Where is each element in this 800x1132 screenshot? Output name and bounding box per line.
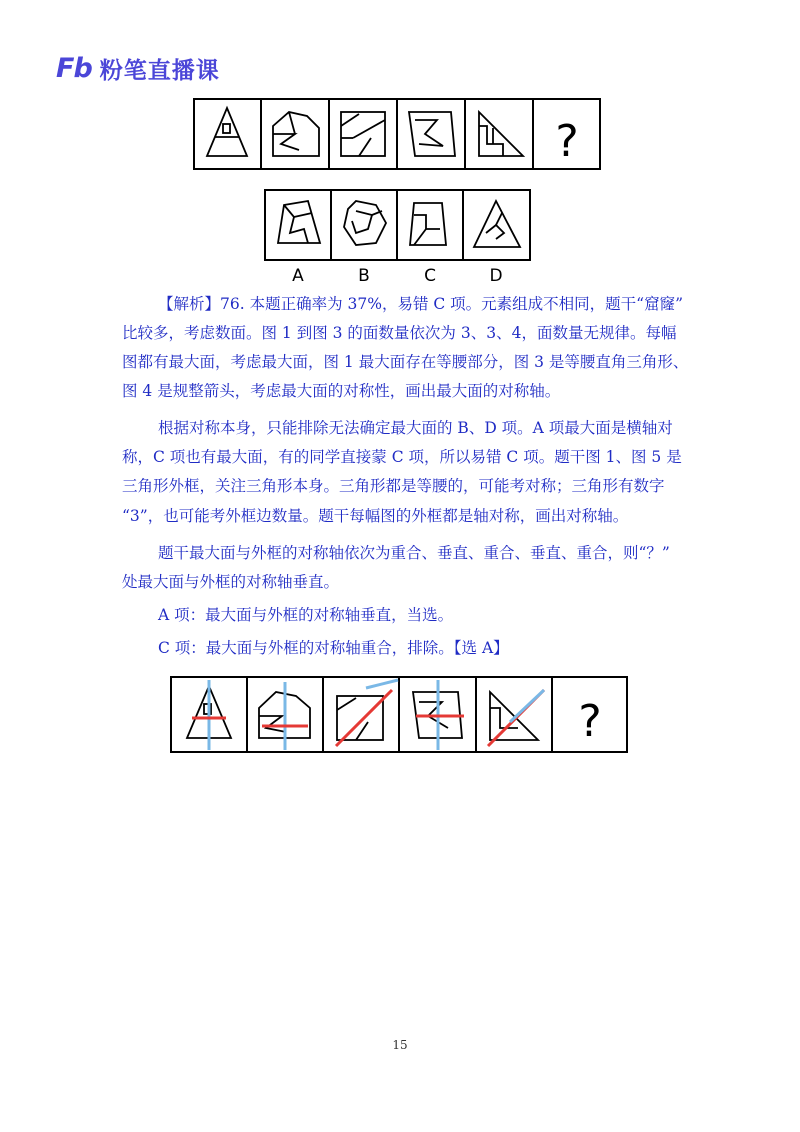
analysis-line: 【解析】76. 本题正确率为 37%，易错 C 项。元素组成不相同，题干“窟窿” bbox=[158, 295, 684, 313]
annotated-figure-5 bbox=[488, 690, 544, 746]
analysis-line: 图 4 是规整箭头，考虑最大面的对称性，画出最大面的对称轴。 bbox=[122, 382, 561, 400]
option-figure-d bbox=[474, 201, 520, 247]
option-figure-a bbox=[278, 201, 320, 243]
option-figure-c bbox=[410, 203, 446, 245]
brand-logo bbox=[56, 51, 220, 85]
question-figure-3 bbox=[341, 112, 385, 156]
logo-text: 粉笔直播课 bbox=[99, 57, 220, 84]
page-number: 15 bbox=[392, 1038, 408, 1052]
option-label-b: B bbox=[358, 266, 370, 286]
question-mark: ? bbox=[555, 116, 579, 167]
question-figure-1 bbox=[207, 108, 247, 156]
options-figure-row bbox=[264, 189, 531, 286]
analysis-line: 题干最大面与外框的对称轴依次为重合、垂直、重合、垂直、重合，则“？” bbox=[158, 544, 670, 562]
analysis-line: 三角形外框，关注三角形本身。三角形都是等腰的，可能考对称；三角形有数字 bbox=[122, 477, 665, 495]
analysis-line: 根据对称本身，只能排除无法确定最大面的 B、D 项。A 项最大面是横轴对 bbox=[158, 419, 673, 437]
annotated-figure-2 bbox=[259, 682, 310, 750]
annotated-question-mark: ? bbox=[578, 696, 602, 747]
annotated-figure-row bbox=[170, 676, 628, 753]
question-figure-row bbox=[193, 98, 601, 170]
question-figure-5 bbox=[479, 112, 523, 156]
logo-mark: Fb bbox=[56, 52, 92, 84]
annotated-figure-1 bbox=[187, 680, 231, 750]
analysis-line: 称，C 项也有最大面，有的同学直接蒙 C 项，所以易错 C 项。题干图 1、图 5 是 bbox=[122, 448, 682, 466]
option-label-d: D bbox=[489, 266, 503, 286]
analysis-line: 处最大面与外框的对称轴垂直。 bbox=[122, 573, 340, 591]
annotated-figure-4 bbox=[413, 680, 464, 750]
option-label-c: C bbox=[424, 266, 436, 286]
annotated-figure-3 bbox=[336, 680, 398, 746]
option-label-a: A bbox=[292, 266, 304, 286]
analysis-line: C 项：最大面与外框的对称轴重合，排除。【选 A】 bbox=[158, 639, 509, 657]
question-figure-2 bbox=[273, 112, 319, 156]
analysis-line: A 项：最大面与外框的对称轴垂直，当选。 bbox=[158, 606, 454, 624]
analysis-line: 图都有最大面，考虑最大面，图 1 最大面存在等腰部分，图 3 是等腰直角三角形、 bbox=[122, 353, 689, 371]
analysis-line: 比较多，考虑数面。图 1 到图 3 的面数量依次为 3、3、4，面数量无规律。每幅 bbox=[122, 324, 677, 342]
analysis-line: “3”，也可能考外框边数量。题干每幅图的外框都是轴对称，画出对称轴。 bbox=[122, 507, 629, 525]
option-figure-b bbox=[344, 201, 386, 245]
question-figure-4 bbox=[409, 112, 455, 156]
